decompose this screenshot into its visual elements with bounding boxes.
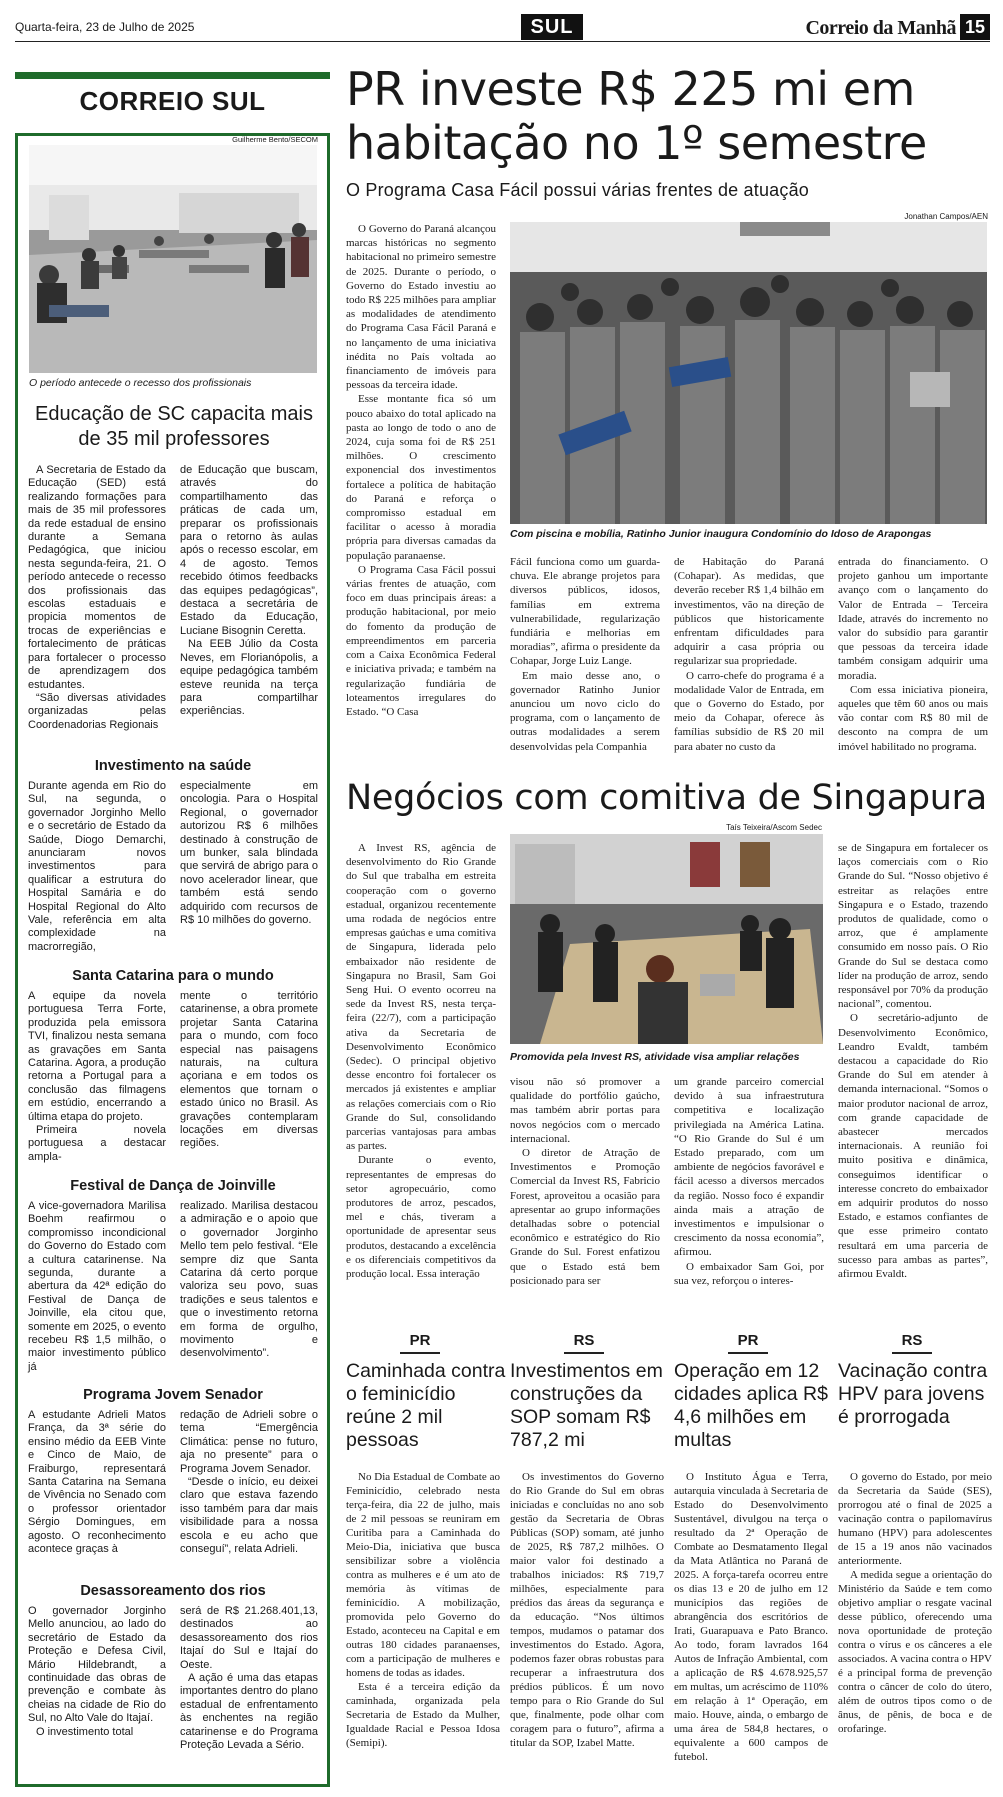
sidebar-mundo-left: A equipe da novela portuguesa Terra Forte, produzida pela emissora TVI, finalizou nesta semana as gravações em Santa Catarina. Agora, a produção retorna a Portugal para a conclusão das filmagens em estúdio, encerrando a última etapa do projeto. Primeira novela portuguesa a destacar ampla- [28,990,166,1163]
story2-photo-credit: Taís Teixeira/Ascom Sedec [726,823,822,832]
sidebar-mundo-right: mente o território catarinense, a obra promete projetar Santa Catarina para o mundo, com foco especial nas paisagens naturais, na cultura açoriana e em todos os elementos que tornam o estado único no Brasil. As gravações contemplaram locações em diversas regiões. [180,990,318,1150]
brief3-body: O Instituto Água e Terra, autarquia vinculada à Secretaria de Estado do Desenvolvimento Sustentável, divulgou na terça o resultado da 2ª Operação de Combate ao Desmatamento Ilegal da Mata Atlântica no Paraná de 2025. A força-tarefa ocorreu entre os dias 13 e 20 de julho em 12 municípios das regiões de abrangência dos escritórios de Irati, Guarapuava e Pato Branco. Ao todo, foram lavrados 164 Autos de Infração Ambiental, com a aplicação de R$ 4.678.925,57 em multas, um acréscimo de 110% em relação à 1ª Operação, em maio. Houve, ainda, o embargo de uma área de 584,8 hectares, o equivalente a 600 campos de futebol. [674,1471,828,1763]
story1-col2: Fácil funciona como um guarda-chuva. Ele abrange projetos para diversos públicos, idosos, famílias em extrema vulnerabilidade, regularização fundiária e melhorias em moradias”, afirma o presidente da Cohapar, Jorge Luiz Lange. Em maio desse ano, o governador Ratinho Junior anunciou um novo ciclo do programa, com o lançamento de outras modalidades a serem desenvolvidas pela Companhia [510,556,660,753]
story1-col4: entrada do financiamento. O projeto ganhou um importante avanço com o lançamento do Valor de Entrada – Terceira Idade, através do incremento no valor do subsídio para garantir que pessoas da terceira idade também consigam adquirir uma moradia. Com essa iniciativa pioneira, aqueles que têm 60 anos ou mais vão contar com R$ 80 mil de desconto na compra de um imóvel habilitado no programa. [838,556,988,753]
section-label: SUL [521,14,583,40]
brief1-tag-rule [400,1352,440,1354]
sidebar-saude-right: especialmente em oncologia. Para o Hospital Regional, o governador autorizou R$ 6 milhões destinado à construção de um bunker, sala blindada que servirá de abrigo para o novo acelerador linear, que também está sendo adquirido com recursos de R$ 10 milhões do governo. [180,780,318,927]
page-number: 15 [960,14,990,40]
story2-col3: um grande parceiro comercial devido à sua infraestrutura competitiva e localização privilegiada na América Latina. “O Rio Grande do Sul é um Estado preparado, com um ambiente de negócios favorável e fácil acesso a diversos mercados da região. Nosso foco é expandir ainda mais a atração de investimentos e impulsionar o crescimento da nossa economia”, afirmou. O embaixador Sam Goi, por sua vez, reforçou o interes- [674,1076,824,1287]
sidebar-senador-right: redação de Adrieli sobre o tema “Emergência Climática: pense no futuro, aja no presente” para o Programa Jovem Senador. “Desde o início, eu deixei claro que estava fazendo isso também para dar mais visibilidade para a nossa escola e eu acho que conseguí”, relata Adrieli. [180,1409,318,1556]
sidebar-saude-left: Durante agenda em Rio do Sul, na segunda, o governador Jorginho Mello e o secretário de Estado da Saúde, Diogo Demarchi, anunciaram novos investimentos para qualificar a estrutura do Hospital Samária e do Hospital Regional do Alto Vale, referência em alta complexidade na macrorregião, [28,780,166,953]
brief3-tag-rule [728,1352,768,1354]
brief3-tag: PR [737,1332,759,1349]
story2-headline: Negócios com comitiva de Singapura [346,778,987,818]
sidebar-subhead-rios: Desassoreamento dos rios [80,1583,266,1599]
sidebar-subhead-senador: Programa Jovem Senador [83,1387,263,1403]
brief2-tag-rule [564,1352,604,1354]
sidebar-headline: Educação de SC capacita mais de 35 mil professores [35,403,313,450]
sidebar-photo-credit: Guilherme Bento/SECOM [232,135,318,144]
sidebar-photo-caption: O período antecede o recesso dos profissionais [29,377,252,389]
brief4-headline: Vacinação contra HPV para jovens é prorrogada [838,1360,988,1428]
newspaper-name: Correio da Manhã [805,17,956,39]
sidebar-danca-left: A vice-governadora Marilisa Boehm reafirmou o compromisso incondicional do Governo do Estado com a cultura catarinense. Na segunda, durante a abertura da 42ª edição do Festival de Dança de Joinville, ela citou que, somente em 2025, o evento recebeu R$ 1,5 milhão, o maior investimento público já [28,1200,166,1373]
story2-col4: se de Singapura em fortalecer os laços comerciais com o Rio Grande do Sul. “Nosso objetivo é estreitar as relações entre Singapura e o Estado, trazendo produtos de qualidade, como o arroz, que é amplamente consumido em nosso país. O Rio Grande do Sul se destaca como líder na produção de arroz, sendo responsável por 70% da produção nacional”, comentou. O secretário-adjunto de Desenvolvimento Econômico, Leandro Evaldt, também destacou a capacidade do Rio Grande do Sul em atender à demanda internacional. “Somos o maior produtor nacional de arroz, com grande capacidade de abastecer mercados internacionais. A reunião foi muito positiva e dinâmica, conseguimos identificar o interesse concreto do embaixador em adquirir produtos do nosso Estado, e estamos confiantes de que esse primeiro contato resultará em uma parceria de sucesso para ambas as partes”, afirmou Evaldt. [838,842,988,1281]
brief2-tag: RS [573,1332,595,1349]
brief4-tag-rule [892,1352,932,1354]
story2-col2: visou não só promover a qualidade do portfólio gaúcho, mas também abrir portas para novos negócios com o mercado internacional. O diretor de Atração de Investimentos e Promoção Comercial da Invest RS, Fabricio Forest, aproveitou a ocasião para apresentar ao grupo informações detalhadas sobre o potencial econômico e estratégico do Rio Grande do Sul. Forest enfatizou que o Estado está bem posicionado para ser [510,1076,660,1287]
brief1-body: No Dia Estadual de Combate ao Feminicídio, celebrado nesta terça-feira, dia 22 de julho, mais de 2 mil pessoas se reuniram em Curitiba para a Caminhada do Meio-Dia, iniciativa que busca sensibilizar sobre a violência contra as mulheres e é um ato de memória às vítimas de feminicídio. A mobilização, promovida pelo Governo do Estado, aconteceu na Capital e em outras 180 cidades paranaenses, com a participação de mulheres e homens de todas as idades. Esta é a terceira edição da caminhada, organizada pela Secretaria de Estado da Mulher, Igualdade Racial e Pessoa Idosa (Semipi). [346,1471,500,1749]
brief4-tag: RS [901,1332,923,1349]
story1-col1: O Governo do Paraná alcançou marcas históricas no segmento habitacional no primeiro semestre de 2025. Durante o período, o Governo do Estado investiu ao todo R$ 225 milhões para ampliar as modalidades de atendimento do Programa Casa Fácil Paraná e no lançamento de uma iniciativa inédita no País voltada ao financiamento de imóveis para pessoas da terceira idade. Esse montante fica só um pouco abaixo do total aplicado na pasta ao longo de todo o ano de 2024, cuja soma foi de R$ 251 milhões. O crescimento exponencial dos investimentos fortalece a política de habitação do Paraná e reforça o compromisso estadual em facilitar o acesso à moradia própria para diversas camadas da população paranaense. O Programa Casa Fácil possui várias frentes de atuação, com foco em duas principais áreas: a produção habitacional, por meio do fomento da produção de empreendimentos em parceria com a Caixa Econômica Federal e iniciativa privada; e também na regularização fundiária de loteamentos irregulares do Estado. “O Casa [346,223,496,718]
sidebar-senador-left: A estudante Adrieli Matos França, da 3ª série do ensino médio da EEB Vinte e Cinco de Maio, de Fraiburgo, representará Santa Catarina na Semana de Vivência no Senado com o professor orientador Sérgio Domingues, em agosto. O reconhecimento acontece graças à [28,1409,166,1556]
sidebar-photo-classroom [29,145,317,373]
sidebar-danca-right: realizado. Marilisa destacou a admiração e o apoio que o governador Jorginho Mello tem pelo festival. “Ele sempre diz que Santa Catarina dá certo porque valoriza seu povo, suas tradições e seus talentos e que o investimento retorna em forma de orgulho, movimento e desenvolvimento”. [180,1200,318,1360]
brief2-body: Os investimentos do Governo do Rio Grande do Sul em obras iniciadas e concluídas no ano sob gestão da Secretaria de Obras Públicas (SOP) somam, até junho de 2025, R$ 787,2 milhões. O maior valor foi destinado a trabalhos iniciados: R$ 719,7 milhões, especialmente para prédios das áreas da segurança e da educação. “Nos últimos tempos, mudamos o patamar dos investimentos do Estado. Agora, podemos fazer obras robustas para recuperar a infraestrutura dos prédios públicos. É um novo tempo para o Rio Grande do Sul que, finalmente, pode olhar com coragem para o futuro”, afirma a titular da SOP, Izabel Matte. [510,1471,664,1749]
page-header [15,14,990,42]
sidebar-top-rule [15,72,330,79]
issue-date: Quarta-feira, 23 de Julho de 2025 [15,20,195,34]
sidebar-subhead-saude: Investimento na saúde [94,758,252,774]
story2-col1: A Invest RS, agência de desenvolvimento do Rio Grande do Sul que trabalha em estreita cooperação com o governo estadual, organizou recentemente uma rodada de negócios entre empresas gaúchas e uma comitiva de Singapura, liderada pelo embaixador não residente de Singapura no Brasil, Sam Goi Seng Hui. O evento ocorreu na sede da Invest RS, nesta terça-feira (22/7), com a participação ativa da Secretaria de Desenvolvimento Econômico (Sedec). O principal objetivo desse encontro foi fortalecer os mercados já existentes e ampliar as relações comerciais com o Rio Grande do Sul, consolidando parcerias vantajosas para ambas as partes. Durante o evento, representantes de empresas do setor agropecuário, como produtores de arroz, pescados, mel e chás, tiveram a oportunidade de apresentar seus produtos, destacando a excelência e os diferenciais competitivos da produção local. Essa interação [346,842,496,1281]
sidebar-rios-left: O governador Jorginho Mello anunciou, ao lado do secretário de Estado da Proteção e Defesa Civil, Mário Hildebrandt, a continuidade das obras de prevenção e combate às cheias na cidade de Rio do Sul, no Alto Vale do Itajaí. O investimento total [28,1605,166,1738]
sidebar-lead-right: de Educação que buscam, através do compartilhamento das práticas de cada um, preparar os profissionais para o retorno às aulas após o recesso escolar, em 4 de agosto. Temos recebido ótimos feedbacks das equipes pedagógicas”, destaca a secretária de Estado da Educação, Luciane Bisognin Ceretta. Na EEB Júlio da Costa Neves, em Florianópolis, a equipe pedagógica também esteve reunida na terça para compartilhar experiências. [180,464,318,718]
story1-photo-caption: Com piscina e mobília, Ratinho Junior inaugura Condomínio do Idoso de Arapongas [510,528,932,540]
sidebar-subhead-mundo: Santa Catarina para o mundo [72,968,274,984]
sidebar-title: CORREIO SUL [79,86,266,116]
story1-photo-crowd [510,222,987,524]
story1-headline: PR investe R$ 225 mi em habitação no 1º semestre [346,62,927,170]
brief1-tag: PR [409,1332,431,1349]
sidebar-lead-left: A Secretaria de Estado da Educação (SED) está realizando formações para mais de 35 mil professores da rede estadual de ensino durante a Semana Pedagógica, que iniciou nesta segunda-feira, 21. O período antecede o recesso dos profissionais das escolas estaduais e propicia momentos de trocas de experiências e fortalecimento de práticas para fortalecer o processo de aprendizagem dos estudantes. “São diversas atividades organizadas pelas Coordenadorias Regionais [28,464,166,731]
brief2-headline: Investimentos em construções da SOP somam R$ 787,2 mi [510,1360,663,1451]
sidebar-rios-right: será de R$ 21.268.401,13, destinados ao desassoreamento dos rios Itajaí do Sul e Itajaí do Oeste. A ação é uma das etapas importantes dentro do plano estadual de enfrentamento às enchentes na região catarinense e do Programa Proteção Levada a Sério. [180,1605,318,1752]
story1-subheadline: O Programa Casa Fácil possui várias frentes de atuação [346,180,810,200]
story2-photo-meeting [510,834,823,1044]
brief4-body: O governo do Estado, por meio da Secretaria da Saúde (SES), prorrogou até o final de 2025 a vacinação contra o papilomavírus humano (HPV) para adolescentes de 15 a 19 anos não vacinados anteriormente. A medida segue a orientação do Ministério da Saúde e tem como objetivo ampliar o resgate vacinal desse público, oferecendo uma nova oportunidade de proteção contra o vírus e os cânceres a ele associados. A vacina contra o HPV é a principal forma de prevenção contra o câncer de colo do útero, além de outros tipos como o de ânus, de pênis, de boca e de orofaringe. [838,1471,992,1735]
brief3-headline: Operação em 12 cidades aplica R$ 4,6 milhões em multas [674,1360,828,1451]
story1-photo-credit: Jonathan Campos/AEN [904,212,988,221]
sidebar-subhead-danca: Festival de Dança de Joinville [70,1178,276,1194]
story1-col3: de Habitação do Paraná (Cohapar). As medidas, que deverão receber R$ 1,4 bilhão em investimentos, vão na direção de públicos que historicamente enfrentam dificuldades para adquirir a casa própria ou regularizar sua propriedade. O carro-chefe do programa é a modalidade Valor de Entrada, em que o Governo do Estado, por meio da Cohapar, oferece às famílias subsídio de R$ 20 mil para abater no custo da [674,556,824,753]
brief1-headline: Caminhada contra o feminicídio reúne 2 mil pessoas [346,1360,506,1451]
story2-photo-caption: Promovida pela Invest RS, atividade visa ampliar relações [510,1051,800,1063]
